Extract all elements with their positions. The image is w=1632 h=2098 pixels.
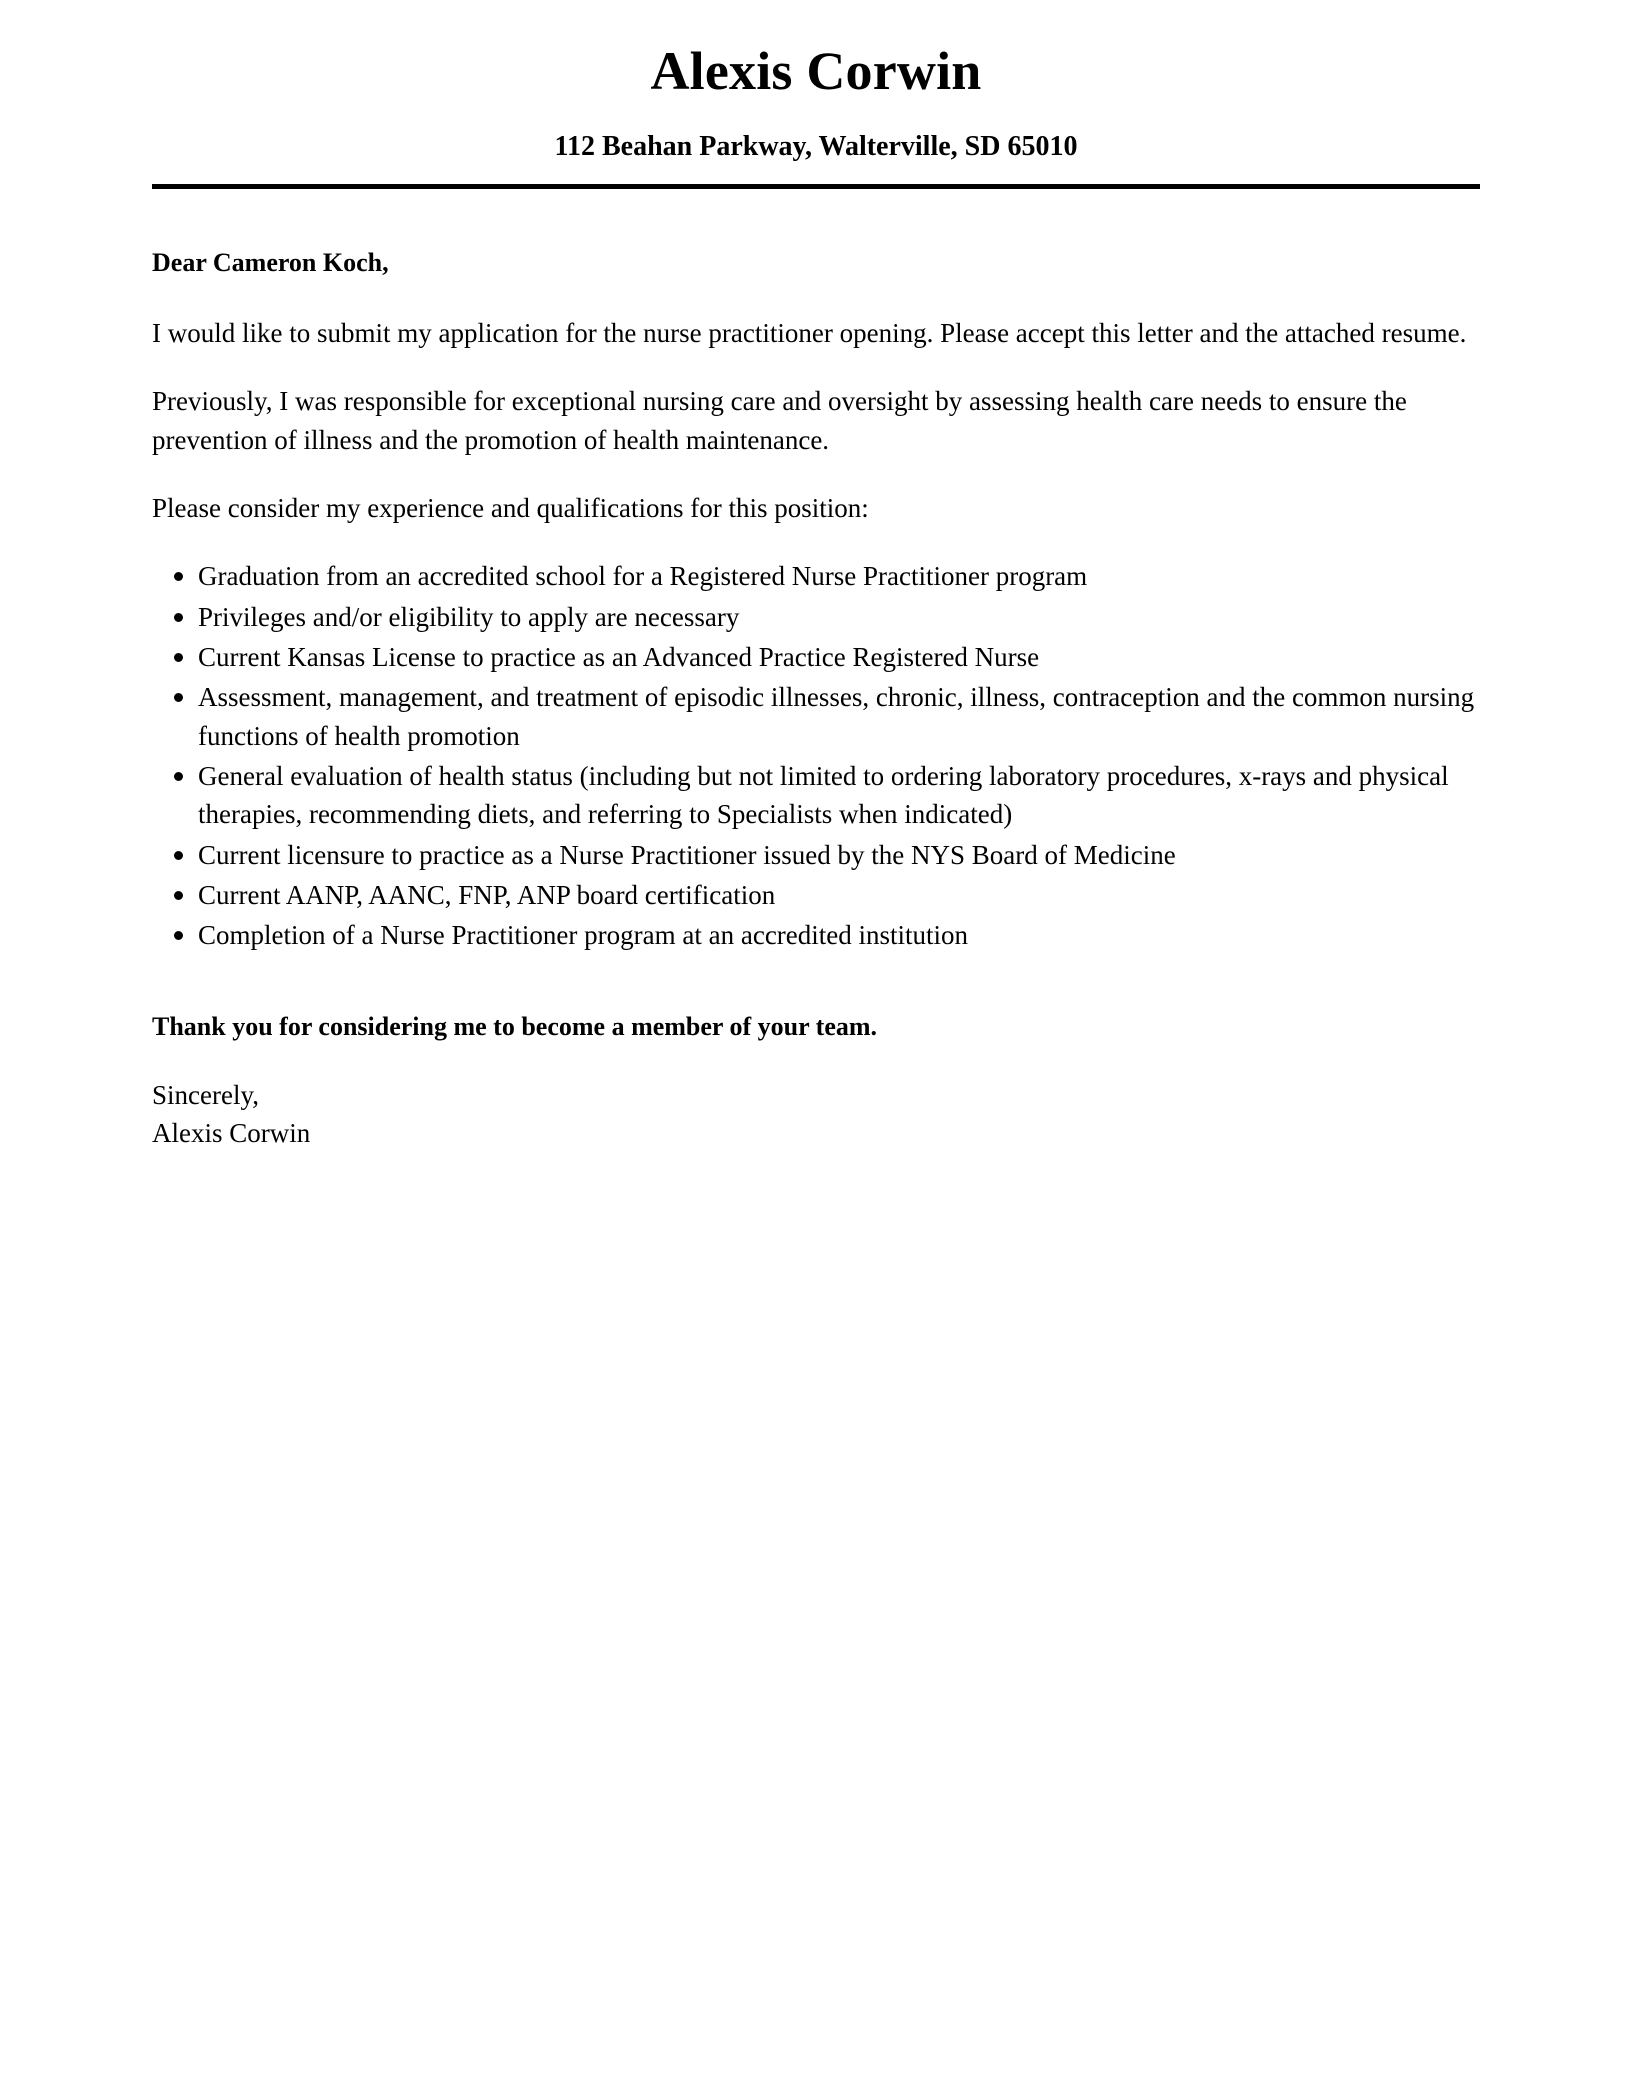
bullet-icon (174, 693, 183, 702)
list-item-label: Current licensure to practice as a Nurse Practitioner issued by the NYS Board of Medicine (198, 839, 1176, 870)
signature-name: Alexis Corwin (152, 1118, 311, 1149)
bullet-icon (174, 572, 183, 581)
list-item (152, 638, 1480, 676)
list-item-label: Completion of a Nurse Practitioner program at an accredited institution (198, 920, 969, 951)
bullet-icon (174, 851, 183, 860)
list-item (152, 836, 1480, 874)
sender-address: 112 Beahan Parkway, Walterville, SD 65010 (554, 131, 1078, 163)
letter-content (152, 0, 1480, 1152)
list-item-label: Graduation from an accredited school for a Registered Nurse Practitioner program (198, 561, 1088, 592)
valediction: Sincerely, (152, 1079, 259, 1110)
list-item-label: General evaluation of health status (including but not limited to ordering laboratory procedures, x-rays and physical therapies, recommending diets, and referring to Specialists when indicated) (198, 760, 1449, 830)
list-item (152, 598, 1480, 636)
list-item (152, 876, 1480, 914)
bullet-icon (174, 772, 183, 781)
list-item (152, 916, 1480, 954)
body-paragraph-3: Please consider my experience and qualifications for this position: (152, 492, 869, 523)
sender-name: Alexis Corwin (650, 41, 982, 101)
list-item (152, 678, 1480, 755)
list-item-label: Privileges and/or eligibility to apply are necessary (198, 601, 740, 632)
qualifications-list (152, 557, 1480, 954)
list-item (152, 757, 1480, 834)
letterhead (152, 0, 1480, 189)
bullet-icon (174, 653, 183, 662)
signoff-block (152, 1076, 1480, 1153)
bullet-icon (174, 891, 183, 900)
letter-body (152, 189, 1480, 1152)
bullet-icon (174, 931, 183, 940)
body-paragraph-1: I would like to submit my application for the nurse practitioner opening. Please accept this letter and the attached resume. (152, 318, 1467, 348)
bullet-icon (174, 613, 183, 622)
list-item-label: Current AANP, AANC, FNP, ANP board certification (198, 879, 776, 910)
list-item-label: Assessment, management, and treatment of episodic illnesses, chronic, illness, contraception and the common nursing functions of health promotion (198, 682, 1475, 751)
salutation: Dear Cameron Koch, (152, 247, 389, 277)
list-item-label: Current Kansas License to practice as an Advanced Practice Registered Nurse (198, 641, 1040, 672)
body-paragraph-2: Previously, I was responsible for exceptional nursing care and oversight by assessing health care needs to ensure the prevention of illness and the promotion of health maintenance. (152, 386, 1407, 455)
closing-thanks: Thank you for considering me to become a member of your team. (152, 1011, 878, 1041)
list-item (152, 557, 1480, 595)
